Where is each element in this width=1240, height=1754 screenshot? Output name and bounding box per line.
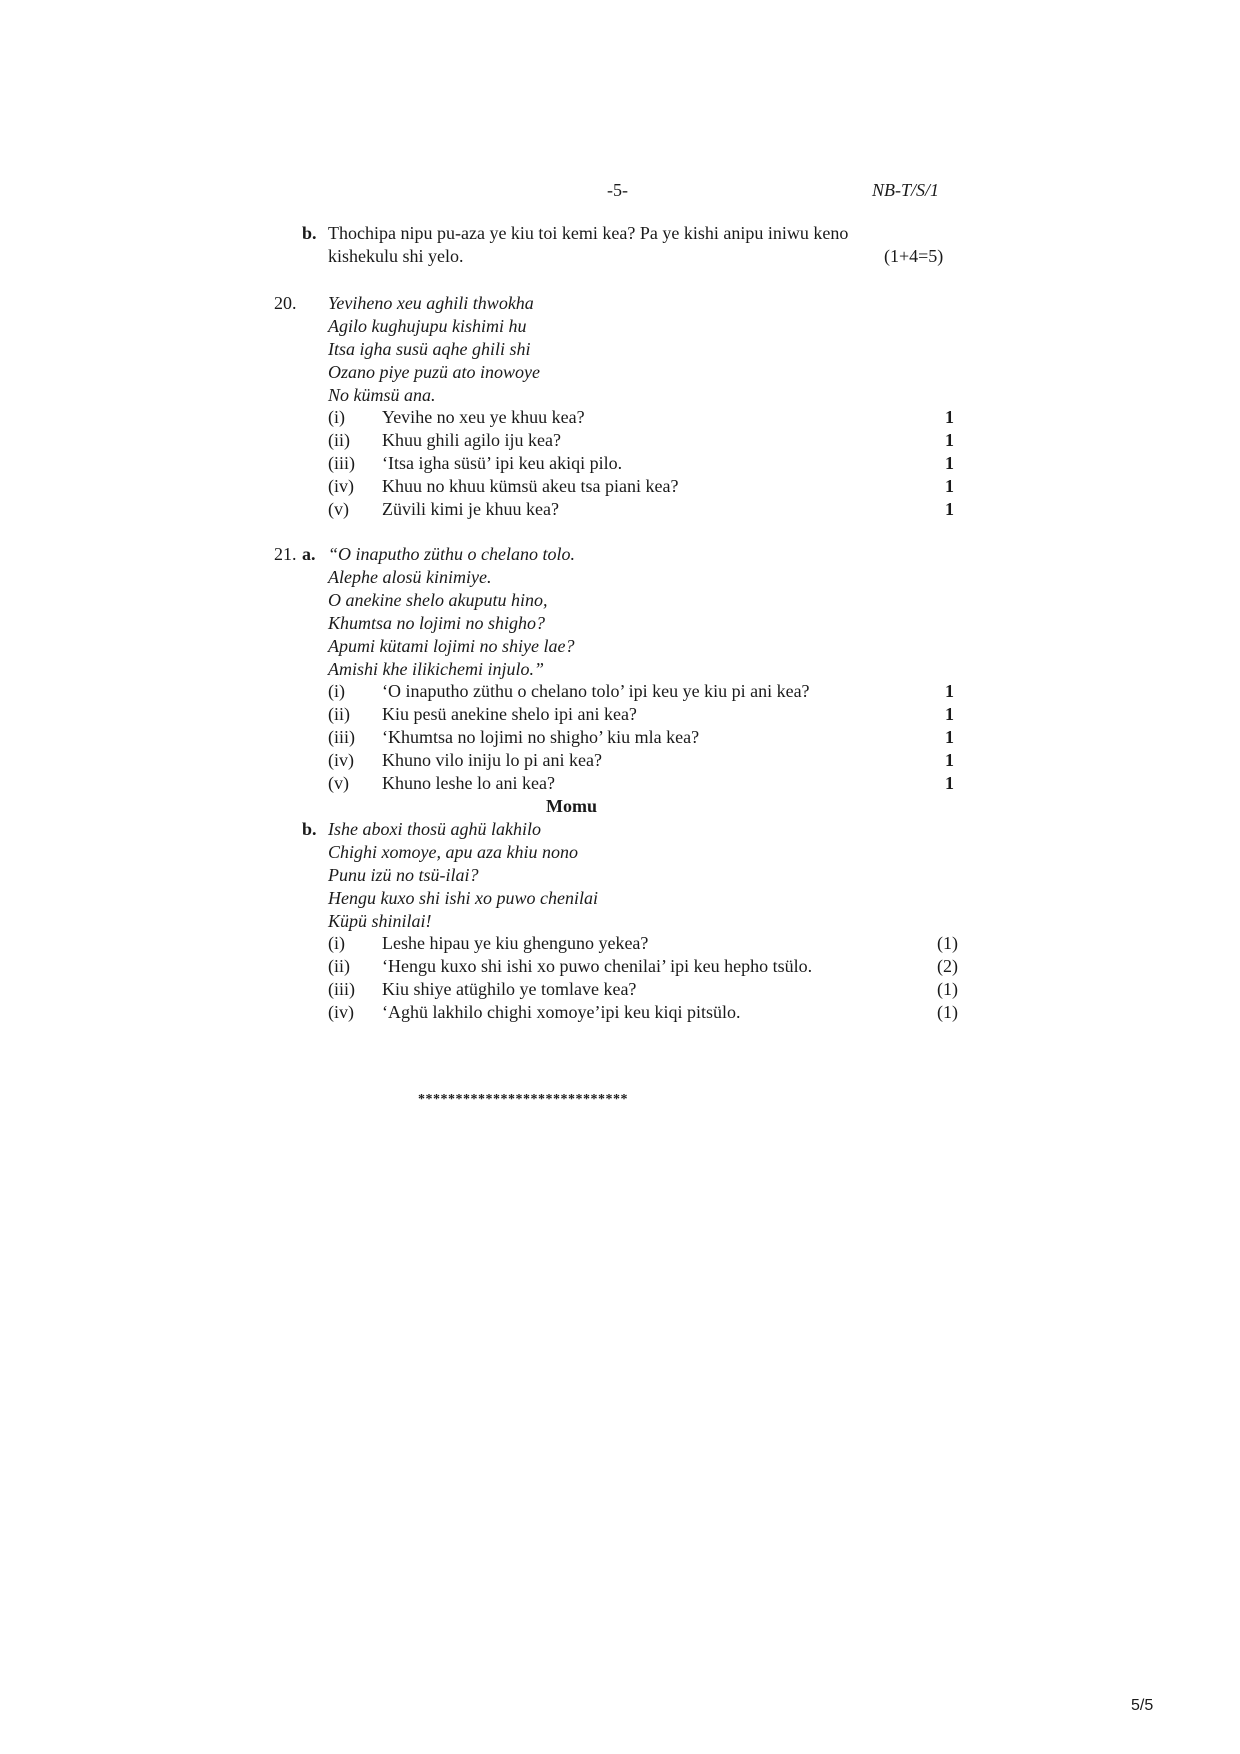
poem-line: Itsa igha susü aqhe ghili shi (328, 339, 531, 359)
poem-line: Khumtsa no lojimi no shigho? (328, 613, 546, 633)
sub-question-text: ‘Hengu kuxo shi ishi xo puwo chenilai’ ipi keu hepho tsülo. (382, 956, 813, 976)
q19b-line1: Thochipa nipu pu-aza ye kiu toi kemi kea? Pa ye kishi anipu iniwu keno (328, 223, 849, 243)
mark: 1 (945, 727, 954, 747)
mark: 1 (945, 430, 954, 450)
sub-question-number: (iv) (328, 476, 354, 496)
poem-line: Alephe alosü kinimiye. (328, 567, 492, 587)
poem-line: Apumi kütami lojimi no shiye lae? (328, 636, 575, 656)
q19b-line2: kishekulu shi yelo. (328, 246, 464, 266)
sub-question-number: (iii) (328, 727, 355, 747)
paper-code: NB-T/S/1 (872, 180, 940, 200)
sub-question-number: (iii) (328, 979, 355, 999)
mark: (1) (937, 933, 958, 953)
sub-question-text: ‘Aghü lakhilo chighi xomoye’ipi keu kiqi pitsülo. (382, 1002, 741, 1022)
mark: 1 (945, 750, 954, 770)
poem-line: Ishe aboxi thosü aghü lakhilo (328, 819, 541, 839)
sub-question-number: (v) (328, 499, 349, 519)
sub-question-number: (iv) (328, 1002, 354, 1022)
sub-question-text: ‘Khumtsa no lojimi no shigho’ kiu mla kea? (382, 727, 700, 747)
poem-line: Küpü shinilai! (328, 911, 432, 931)
sub-question-text: Kiu shiye atüghilo ye tomlave kea? (382, 979, 637, 999)
poem-line: Amishi khe ilikichemi injulo.” (328, 659, 544, 679)
sub-question-text: ‘Itsa igha süsü’ ipi keu akiqi pilo. (382, 453, 623, 473)
q21a-label: a. (302, 544, 316, 564)
mark: 1 (945, 499, 954, 519)
mark: 1 (945, 476, 954, 496)
sub-question-number: (ii) (328, 430, 350, 450)
mark: 1 (945, 407, 954, 427)
q20-number: 20. (274, 293, 297, 313)
sub-question-number: (ii) (328, 704, 350, 724)
sub-question-text: Kiu pesü anekine shelo ipi ani kea? (382, 704, 637, 724)
poem-line: O anekine shelo akuputu hino, (328, 590, 548, 610)
footer-page-number: 5/5 (1131, 1697, 1154, 1714)
or-label: Momu (546, 796, 597, 816)
poem-line: Yeviheno xeu aghili thwokha (328, 293, 534, 313)
mark: (1) (937, 1002, 958, 1022)
sub-question-number: (i) (328, 681, 345, 701)
mark: 1 (945, 681, 954, 701)
q21-number: 21. (274, 544, 297, 564)
poem-line: Punu izü no tsü-ilai? (328, 865, 479, 885)
mark: (1) (937, 979, 958, 999)
sub-question-number: (ii) (328, 956, 350, 976)
sub-question-text: Khuno leshe lo ani kea? (382, 773, 555, 793)
sub-question-text: Züvili kimi je khuu kea? (382, 499, 559, 519)
sub-question-number: (i) (328, 407, 345, 427)
mark: 1 (945, 453, 954, 473)
q21b-label: b. (302, 819, 317, 839)
poem-line: No kümsü ana. (328, 385, 436, 405)
sub-question-text: ‘O inaputho züthu o chelano tolo’ ipi keu ye kiu pi ani kea? (382, 681, 810, 701)
sub-question-text: Khuu no khuu kümsü akeu tsa piani kea? (382, 476, 679, 496)
page-number: -5- (607, 180, 628, 200)
sub-question-text: Khuu ghili agilo iju kea? (382, 430, 561, 450)
poem-line: “O inaputho züthu o chelano tolo. (328, 544, 575, 564)
mark: 1 (945, 704, 954, 724)
poem-line: Agilo kughujupu kishimi hu (328, 316, 527, 336)
q19b-marks: (1+4=5) (884, 246, 944, 266)
sub-question-text: Khuno vilo iniju lo pi ani kea? (382, 750, 602, 770)
poem-line: Ozano piye puzü ato inowoye (328, 362, 540, 382)
sub-question-number: (i) (328, 933, 345, 953)
end-marker: **************************** (418, 1092, 628, 1107)
q19b-label: b. (302, 223, 317, 243)
sub-question-number: (iv) (328, 750, 354, 770)
mark: (2) (937, 956, 958, 976)
sub-question-text: Yevihe no xeu ye khuu kea? (382, 407, 585, 427)
poem-line: Chighi xomoye, apu aza khiu nono (328, 842, 578, 862)
sub-question-text: Leshe hipau ye kiu ghenguno yekea? (382, 933, 649, 953)
mark: 1 (945, 773, 954, 793)
poem-line: Hengu kuxo shi ishi xo puwo chenilai (328, 888, 598, 908)
sub-question-number: (v) (328, 773, 349, 793)
sub-question-number: (iii) (328, 453, 355, 473)
